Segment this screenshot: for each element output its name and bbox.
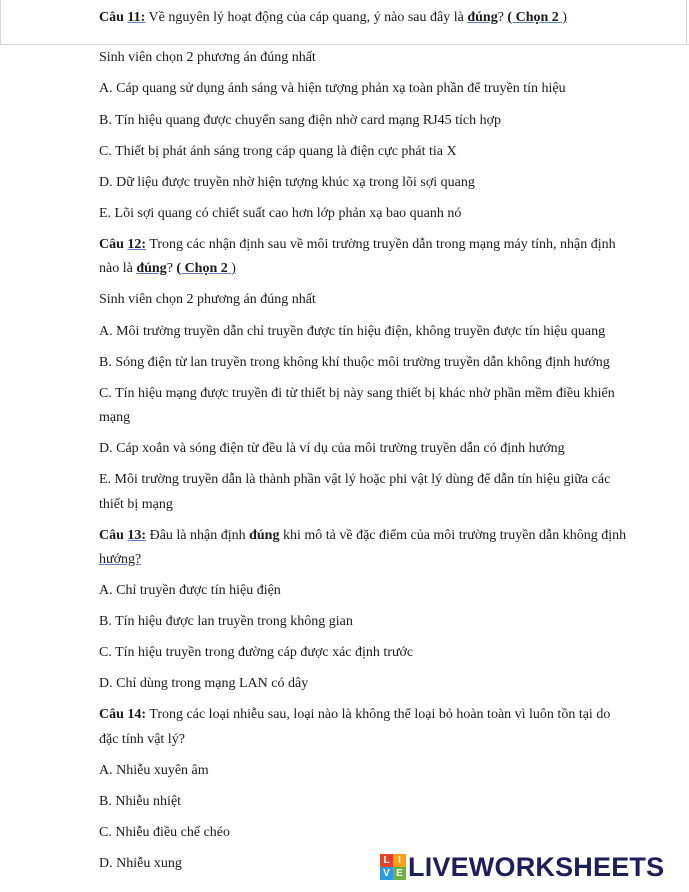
frame-divider xyxy=(0,44,689,45)
answer-option[interactable]: D. Nhiễu xung xyxy=(99,856,182,871)
answer-option[interactable]: B. Nhiễu nhiệt xyxy=(99,794,182,809)
question-13-heading-cont: hướng? xyxy=(99,552,142,567)
answer-option[interactable]: D. Chỉ dùng trong mạng LAN có dây xyxy=(99,676,309,691)
answer-option[interactable]: B. Tín hiệu được lan truyền trong không gian xyxy=(99,614,353,629)
brand-name: LIVEWORKSHEETS xyxy=(408,851,665,882)
frame-left xyxy=(0,0,1,44)
answer-option[interactable]: B. Tín hiệu quang được chuyển sang điện nhờ card mạng RJ45 tích hợp xyxy=(99,113,502,128)
answer-option-cont[interactable]: thiết bị mạng xyxy=(99,497,173,512)
question-12-heading-cont: nào là đúng? ( Chọn 2 ) xyxy=(99,261,236,276)
question-12-heading: Câu 12: Trong các nhận định sau về môi trường truyền dẫn trong mạng máy tính, nhận định xyxy=(99,237,616,252)
answer-option[interactable]: A. Môi trường truyền dẫn chỉ truyền được tín hiệu điện, không truyền được tín hiệu quang xyxy=(99,324,606,339)
answer-option[interactable]: A. Cáp quang sử dụng ánh sáng và hiện tượng phản xạ toàn phần để truyền tín hiệu xyxy=(99,81,566,96)
liveworksheets-logo xyxy=(380,852,680,882)
frame-right xyxy=(686,0,687,44)
question-13-heading: Câu 13: Đâu là nhận định đúng khi mô tả về đặc điểm của môi trường truyền dẫn không định xyxy=(99,528,627,543)
answer-option[interactable]: E. Môi trường truyền dẫn là thành phần vật lý hoặc phi vật lý dùng để dẫn tín hiệu giữa các xyxy=(99,472,611,487)
answer-option[interactable]: C. Thiết bị phát ánh sáng trong cáp quang là điện cực phát tia X xyxy=(99,144,457,159)
answer-option[interactable]: D. Cáp xoắn và sóng điện từ đều là ví dụ của môi trường truyền dẫn có định hướng xyxy=(99,441,565,456)
answer-option[interactable]: C. Tín hiệu truyền trong đường cáp được xác định trước xyxy=(99,645,414,660)
answer-option[interactable]: C. Nhiễu điều chế chéo xyxy=(99,825,231,840)
answer-option-cont[interactable]: mạng xyxy=(99,410,131,425)
question-11-instruction: Sinh viên chọn 2 phương án đúng nhất xyxy=(99,50,316,65)
question-12-instruction: Sinh viên chọn 2 phương án đúng nhất xyxy=(99,292,316,307)
answer-option[interactable]: A. Nhiễu xuyên âm xyxy=(99,763,209,778)
question-14-heading: Câu 14: Trong các loại nhiễu sau, loại nào là không thể loại bỏ hoàn toàn vì luôn tồn tại do xyxy=(99,707,611,722)
answer-option[interactable]: C. Tín hiệu mạng được truyền đi từ thiết bị này sang thiết bị khác nhờ phần mềm điều khiển xyxy=(99,386,615,401)
answer-option[interactable]: D. Dữ liệu được truyền nhờ hiện tượng khúc xạ trong lõi sợi quang xyxy=(99,175,475,190)
live-mark-icon: L I V E xyxy=(380,854,406,880)
question-14-heading-cont: đặc tính vật lý? xyxy=(99,732,185,747)
answer-option[interactable]: A. Chỉ truyền được tín hiệu điện xyxy=(99,583,281,598)
answer-option[interactable]: E. Lõi sợi quang có chiết suất cao hơn lớp phản xạ bao quanh nó xyxy=(99,206,462,221)
question-11-heading: Câu 11: Về nguyên lý hoạt động của cáp quang, ý nào sau đây là đúng? ( Chọn 2 ) xyxy=(99,10,567,25)
answer-option[interactable]: B. Sóng điện từ lan truyền trong không khí thuộc môi trường truyền dẫn không định hướng xyxy=(99,355,610,370)
